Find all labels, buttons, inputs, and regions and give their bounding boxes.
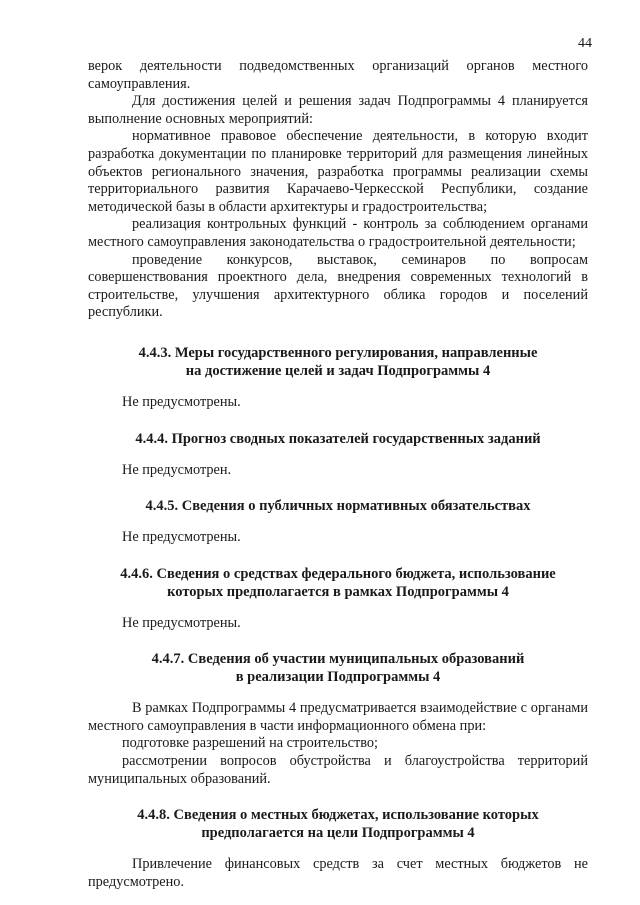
section-item-4-4-7-2: рассмотрении вопросов обустройства и благоустройства территорий муниципальных образований. [88, 753, 588, 787]
section-body-4-4-6: Не предусмотрены. [122, 614, 241, 631]
section-heading-4-4-8 [88, 806, 588, 842]
heading-line: 4.4.7. Сведения об участии муниципальных образований [151, 651, 525, 668]
intro-continuation: верок деятельности подведомственных организаций органов местного самоуправления. [88, 58, 588, 92]
section-heading-4-4-5 [88, 497, 588, 515]
section-item-4-4-7-1: подготовке разрешений на строительство; [122, 735, 379, 752]
intro-lead-paragraph: Для достижения целей и решения задач Подпрограммы 4 планируется выполнение основных мероприятий: [88, 93, 588, 127]
measure-item-3: проведение конкурсов, выставок, семинаров по вопросам совершенствования проектного дела, внедрения современных технологий в строительстве, улучшения архитектурного облика городов и поселений республики. [88, 251, 588, 321]
heading-line: предполагается на цели Подпрограммы 4 [201, 825, 475, 842]
section-body-4-4-7: В рамках Подпрограммы 4 предусматривается взаимодействие с органами местного самоуправления в части информационного обмена при: [88, 700, 588, 734]
section-body-4-4-4: Не предусмотрен. [122, 461, 232, 478]
page-number: 44 [578, 36, 592, 51]
section-body-4-4-3: Не предусмотрены. [122, 393, 241, 410]
heading-line: 4.4.4. Прогноз сводных показателей государственных заданий [135, 430, 541, 447]
section-heading-4-4-3 [88, 344, 588, 380]
heading-line: 4.4.3. Меры государственного регулирования, направленные [138, 344, 538, 361]
heading-line: 4.4.8. Сведения о местных бюджетах, использование которых [137, 807, 539, 824]
measure-item-1: нормативное правовое обеспечение деятельности, в которую входит разработка документации по планировке территорий для размещения линейных объектов регионального значения, разработка программы реализации схемы территориального развития Карачаево-Черкесской Республики, создание методической базы в области архитектуры и градостроительства; [88, 128, 588, 215]
heading-line: которых предполагается в рамках Подпрограммы 4 [167, 583, 509, 600]
heading-line: в реализации Подпрограммы 4 [235, 669, 441, 686]
measure-item-2: реализация контрольных функций - контроль за соблюдением органами местного самоуправления законодательства о градостроительной деятельности; [88, 216, 588, 250]
section-body-4-4-8: Привлечение финансовых средств за счет местных бюджетов не предусмотрено. [88, 856, 588, 890]
section-heading-4-4-6 [88, 565, 588, 601]
section-heading-4-4-4 [88, 430, 588, 448]
section-heading-4-4-7 [88, 650, 588, 686]
heading-line: 4.4.6. Сведения о средствах федерального бюджета, использование [120, 565, 556, 582]
section-body-4-4-5: Не предусмотрены. [122, 529, 241, 546]
page-content [88, 58, 588, 891]
heading-line: 4.4.5. Сведения о публичных нормативных обязательствах [145, 498, 531, 515]
heading-line: на достижение целей и задач Подпрограммы 4 [185, 362, 491, 379]
